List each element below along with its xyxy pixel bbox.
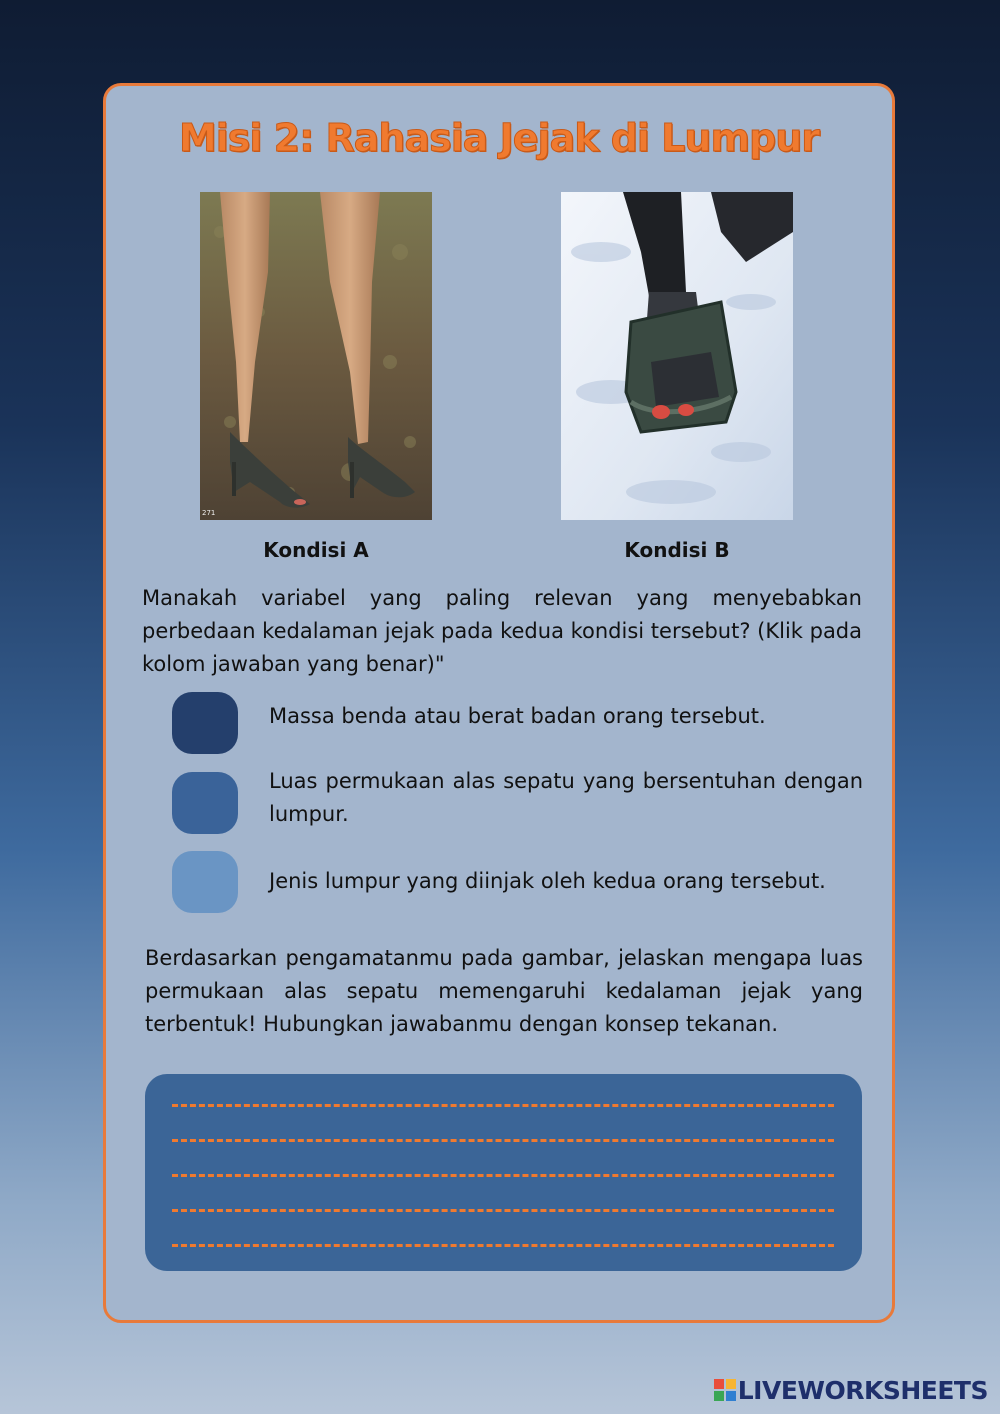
answer-line [172,1104,834,1107]
answer-line [172,1139,834,1142]
answer-option-1-text: Massa benda atau berat badan orang tersebut. [269,704,766,728]
caption-kondisi-b: Kondisi B [624,538,730,562]
answer-option-3-box[interactable] [172,851,238,913]
photo-high-heels-in-mud [200,192,432,520]
essay-answer-box[interactable] [145,1074,862,1271]
photo-snowshoes-in-snow [561,192,793,520]
high-heels-image [200,192,432,520]
snowshoe-image [561,192,793,520]
liveworksheets-brand [714,1374,988,1406]
answer-option-3-text: Jenis lumpur yang diinjak oleh kedua orang tersebut. [269,869,826,893]
answer-line [172,1209,834,1212]
question-2-text: Berdasarkan pengamatanmu pada gambar, jelaskan mengapa luas permukaan alas sepatu memengaruhi kedalaman jejak yang terbentuk! Hubungkan jawabanmu dengan konsep tekanan. [145,946,863,1036]
image-corner-label: 271 [202,509,216,517]
page-title: Misi 2: Rahasia Jejak di Lumpur [178,116,820,160]
answer-option-2-box[interactable] [172,772,238,834]
answer-line [172,1244,834,1247]
worksheet-card [103,83,895,1323]
answer-line [172,1174,834,1177]
answer-option-1-box[interactable] [172,692,238,754]
caption-kondisi-a: Kondisi A [263,538,369,562]
brand-name: LIVEWORKSHEETS [737,1375,988,1405]
liveworksheets-logo-icon [714,1379,736,1401]
answer-option-2-text: Luas permukaan alas sepatu yang bersentuhan dengan lumpur. [269,769,863,826]
question-1-text: Manakah variabel yang paling relevan yang menyebabkan perbedaan kedalaman jejak pada kedua kondisi tersebut? (Klik pada kolom jawaban yang benar)" [142,586,863,676]
